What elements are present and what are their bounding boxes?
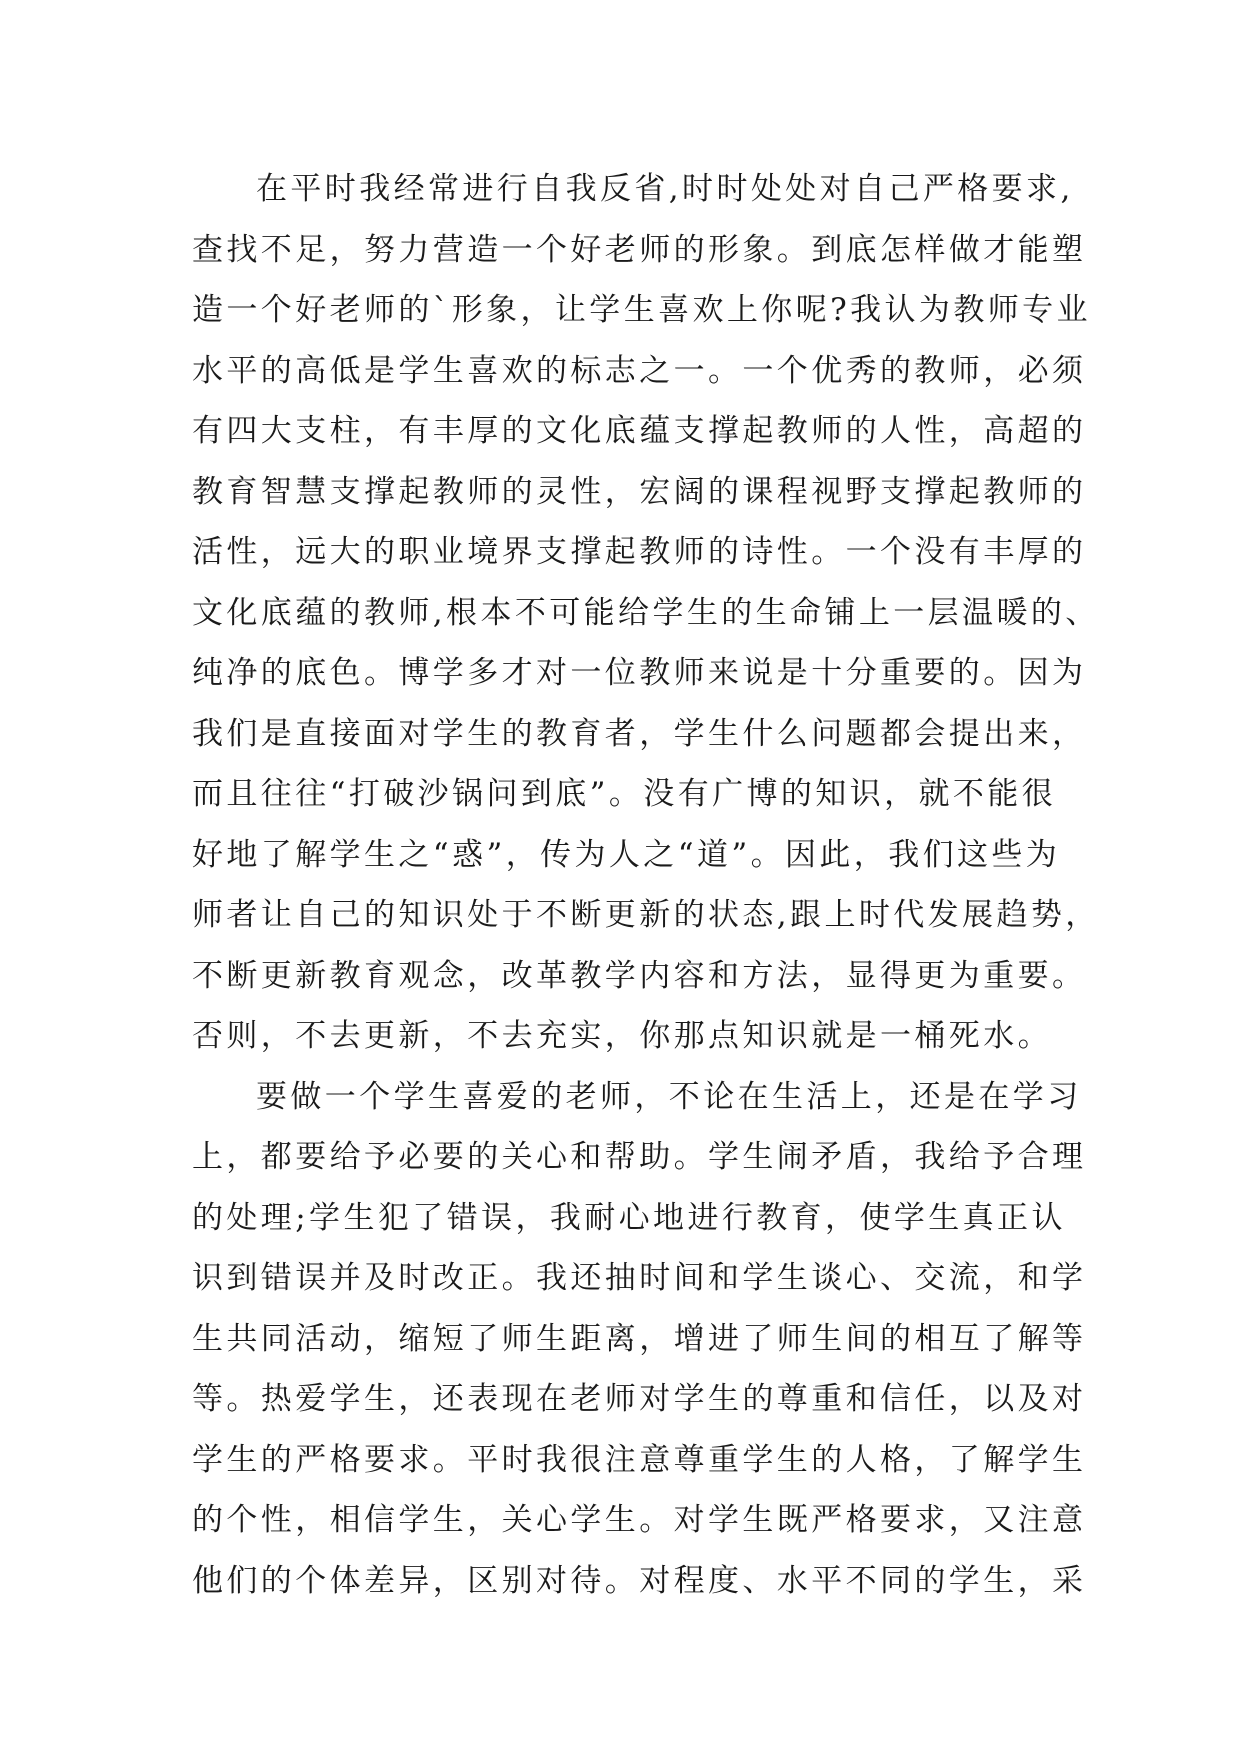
paragraph-1-line-9: 纯净的底色。博学多才对一位教师来说是十分重要的。因为 [192,655,1087,691]
paragraph-1-line-15: 否则，不去更新，不去充实，你那点知识就是一桶死水。 [192,1018,1052,1054]
paragraph-1-line-2: 查找不足，努力营造一个好老师的形象。到底怎样做才能塑 [192,231,1087,268]
paragraph-1-line-6: 教育智慧支撑起教师的灵性，宏阔的课程视野支撑起教师的 [192,473,1087,510]
paragraph-2-line-9: 他们的个体差异，区别对待。对程度、水平不同的学生，采 [192,1562,1087,1599]
document-text-body [192,159,1100,1611]
paragraph-2-line-5: 生共同活动，缩短了师生距离，增进了师生间的相互了解等 [192,1320,1087,1357]
paragraph-2-line-7: 学生的严格要求。平时我很注意尊重学生的人格，了解学生 [192,1441,1087,1478]
paragraph-2-line-4: 识到错误并及时改正。我还抽时间和学生谈心、交流，和学 [192,1260,1087,1296]
paragraph-1-line-13: 师者让自己的知识处于不断更新的状态,跟上时代发展趋势， [192,897,1100,933]
paragraph-1-line-11: 而且往往“打破沙锅问到底”。没有广博的知识，就不能很 [192,776,1057,812]
paragraph-1-line-10: 我们是直接面对学生的教育者，学生什么问题都会提出来， [192,715,1087,752]
paragraph-1-line-14: 不断更新教育观念，改革教学内容和方法，显得更为重要。 [192,957,1087,994]
paragraph-1-line-12: 好地了解学生之“惑”，传为人之“道”。因此，我们这些为 [192,836,1061,873]
paragraph-1-line-7: 活性，远大的职业境界支撑起教师的诗性。一个没有丰厚的 [192,534,1087,570]
paragraph-2-line-6: 等。热爱学生，还表现在老师对学生的尊重和信任，以及对 [192,1381,1087,1417]
paragraph-1-line-4: 水平的高低是学生喜欢的标志之一。一个优秀的教师，必须 [192,352,1087,389]
paragraph-1-line-5: 有四大支柱，有丰厚的文化底蕴支撑起教师的人性，高超的 [192,413,1087,449]
paragraph-1-line-3: 造一个好老师的`形象，让学生喜欢上你呢?我认为教师专业 [192,292,1091,328]
paragraph-1-line-8: 文化底蕴的教师,根本不可能给学生的生命铺上一层温暖的、 [192,594,1100,631]
paragraph-2-line-2: 上，都要给予必要的关心和帮助。学生闹矛盾，我给予合理 [192,1139,1087,1175]
paragraph-2-line-3: 的处理;学生犯了错误，我耐心地进行教育，使学生真正认 [192,1199,1066,1236]
paragraph-2-line-1: 要做一个学生喜爱的老师，不论在生活上，还是在学习 [256,1078,1082,1115]
paragraph-2-line-8: 的个性，相信学生，关心学生。对学生既严格要求，又注意 [192,1502,1087,1538]
paragraph-1-line-1: 在平时我经常进行自我反省,时时处处对自己严格要求, [256,171,1074,207]
